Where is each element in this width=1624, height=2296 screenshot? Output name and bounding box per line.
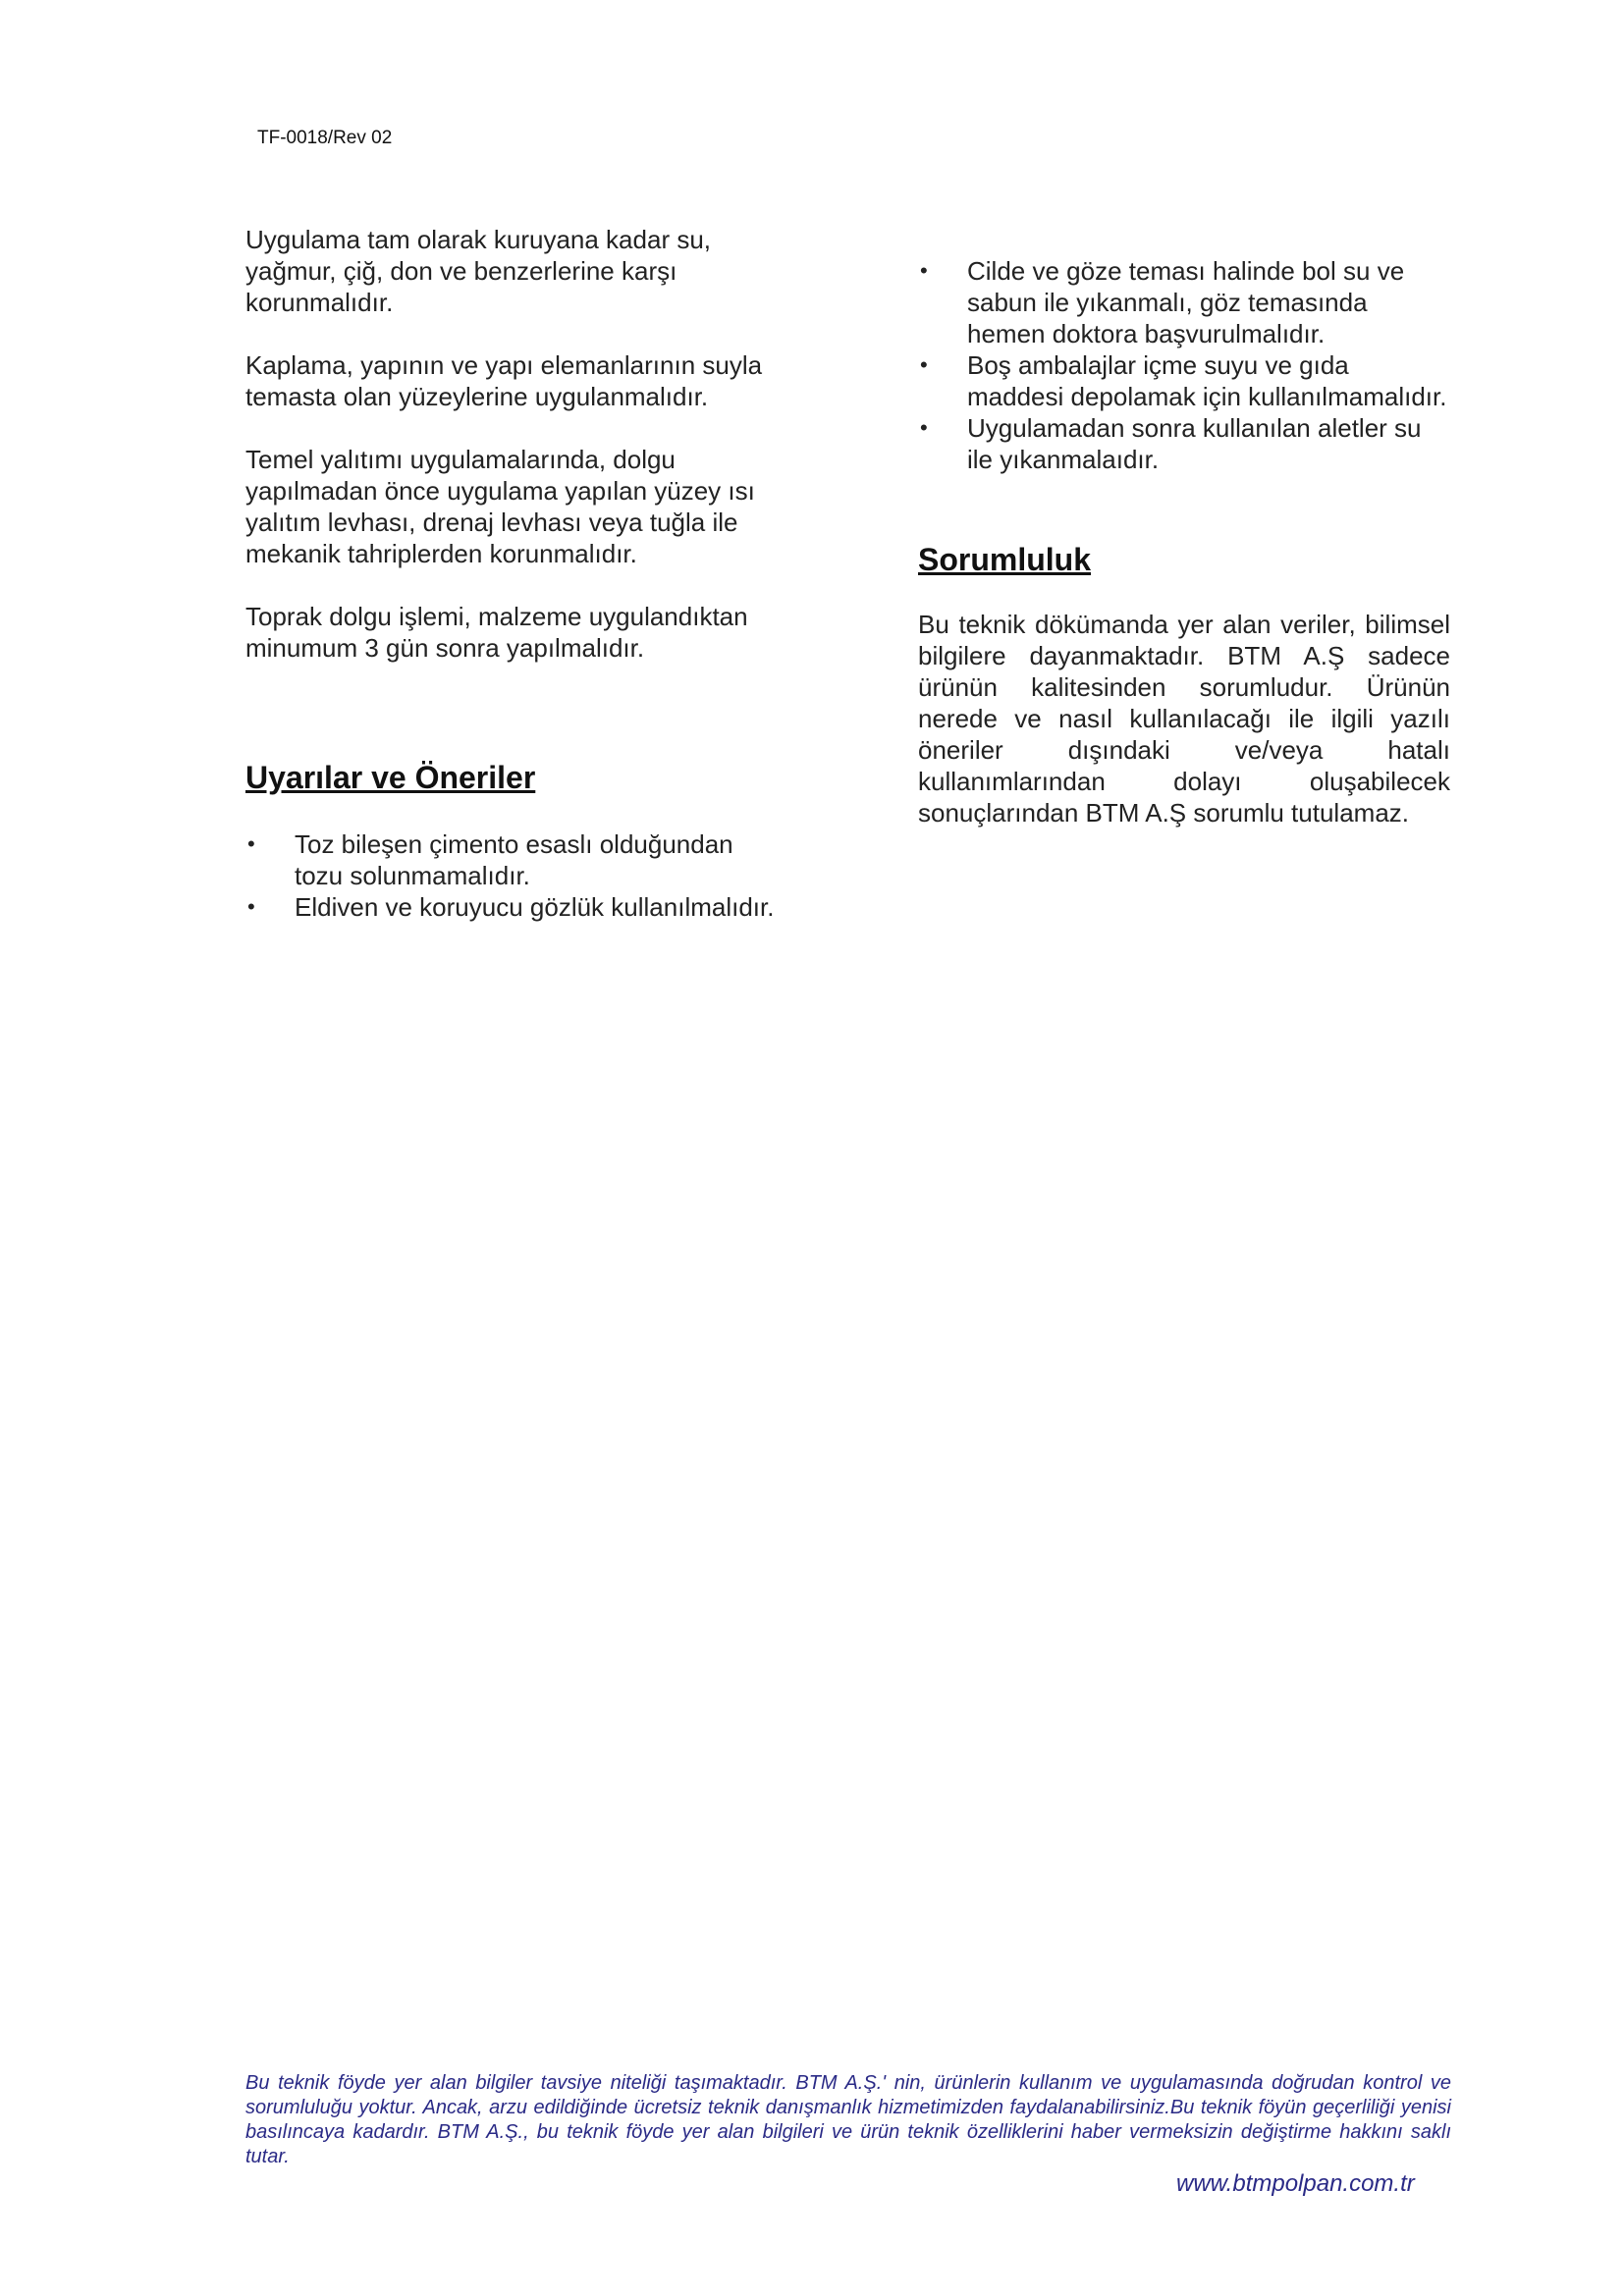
left-column (245, 224, 776, 923)
warnings-list (245, 828, 776, 923)
safety-item: • Cilde ve göze teması halinde bol su ve sabun ile yıkanmalı, göz temasında hemen doktora başvurulmalıdır. (918, 255, 1450, 349)
paragraph-application-surfaces: Kaplama, yapının ve yapı elemanlarının suyla temasta olan yüzeylerine uygulanmalıdır. (245, 350, 763, 411)
warning-item: • Toz bileşen çimento esaslı olduğundan tozu solunmamalıdır. (245, 828, 776, 891)
paragraph-protection: Uygulama tam olarak kuruyana kadar su, yağmur, çiğ, don ve benzerlerine karşı korunmalıdır. (245, 225, 712, 317)
responsibility-heading: Sorumluluk (918, 542, 1092, 577)
safety-list (918, 255, 1450, 475)
footer-disclaimer: Bu teknik föyde yer alan bilgiler tavsiye niteliği taşımaktadır. BTM A.Ş.' nin, ürünlerin kullanım ve uygulamasında doğrudan kontrol ve sorumluluğu yoktur. Ancak, arzu edildiğinde ücretsiz teknik danışmanlık hizmetimizden faydalanabilirsiniz.Bu teknik föyün geçerliliği yenisi basılıncaya kadardır. BTM A.Ş., bu teknik föyde yer alan bilgileri ve ürün teknik özelliklerini haber vermeksizin değiştirme hakkını saklı tutar. (245, 2072, 1451, 2167)
warnings-heading: Uyarılar ve Öneriler (245, 760, 536, 795)
safety-item: • Uygulamadan sonra kullanılan aletler su ile yıkanmalaıdır. (918, 412, 1450, 475)
paragraph-soil-filling: Toprak dolgu işlemi, malzeme uygulandıktan minumum 3 gün sonra yapılmalıdır. (245, 602, 748, 663)
warning-item: • Eldiven ve koruyucu gözlük kullanılmalıdır. (245, 891, 776, 923)
right-column (918, 255, 1450, 860)
footer-website-link[interactable]: www.btmpolpan.com.tr (1176, 2170, 1415, 2197)
responsibility-text: Bu teknik dökümanda yer alan veriler, bilimsel bilgilere dayanmaktadır. BTM A.Ş sadece ürünün kalitesinden sorumludur. Ürünün nerede ve nasıl kullanılacağı ile ilgili yazılı öneriler dışındaki ve/veya hatalı kullanımlarından dolayı oluşabilecek sonuçlarından BTM A.Ş sorumlu tutulamaz. (918, 610, 1450, 828)
document-code: TF-0018/Rev 02 (257, 128, 393, 148)
safety-item: • Boş ambalajlar içme suyu ve gıda maddesi depolamak için kullanılmamalıdır. (918, 349, 1450, 412)
paragraph-foundation-insulation: Temel yalıtımı uygulamalarında, dolgu yapılmadan önce uygulama yapılan yüzey ısı yalıtım levhası, drenaj levhası veya tuğla ile mekanik tahriplerden korunmalıdır. (245, 445, 755, 568)
